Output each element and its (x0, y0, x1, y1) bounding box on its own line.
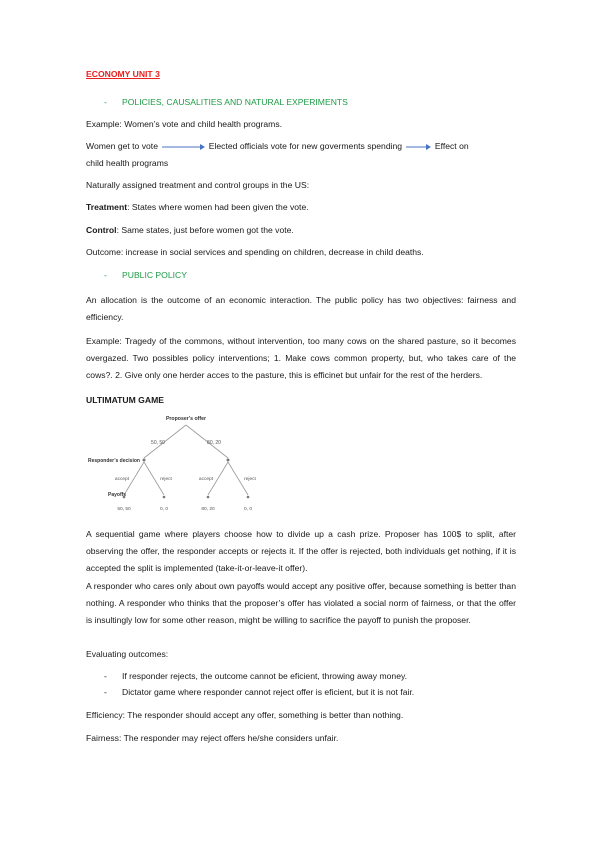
accept-label: accept (198, 477, 214, 482)
game-tree-diagram (86, 410, 276, 520)
bullet-item (104, 684, 516, 701)
efficiency-line: Efficiency: The responder should accept any offer, something is better than nothing. (86, 710, 404, 720)
arrow-right-icon (160, 143, 206, 151)
dash-bullet: - (104, 97, 107, 107)
bullet-item (104, 668, 516, 685)
reject-label: reject (160, 477, 172, 482)
chain-step-programs: child health programs (86, 158, 169, 168)
reject-label: reject (244, 477, 256, 482)
dash-bullet: - (104, 270, 107, 280)
treatment-label: Treatment (86, 202, 128, 212)
accept-label: accept (114, 477, 130, 482)
section-heading-policies (104, 94, 534, 111)
payoff-1: 50, 50 (117, 507, 131, 512)
control-text: : Same states, just before women got the vote. (116, 225, 294, 235)
responder-decision-label: Responder’s decision (88, 458, 140, 464)
chain-step-officials: Elected officials vote for new goverments spending (208, 141, 403, 151)
dash-bullet: - (104, 687, 107, 697)
ultimatum-heading: ULTIMATUM GAME (86, 395, 164, 405)
control-line (86, 222, 516, 239)
fairness-line: Fairness: The responder may reject offers he/she considers unfair. (86, 733, 339, 743)
section-heading-text: POLICIES, CAUSALITIES AND NATURAL EXPERIMENTS (122, 97, 348, 107)
responder-paragraph: A responder who cares only about own payoffs would accept any positive offer, because something is better than nothing. A responder who thinks that the proposer’s offer has violated a social norm of fairness, or that the offer is insultingly low for some other reason, might be willing to sacrifice the payoff to punish the proposer. (86, 581, 516, 625)
offer-left-label: 50, 50 (151, 440, 165, 446)
treatment-text: : States where women had been given the vote. (127, 202, 309, 212)
document-title: ECONOMY UNIT 3 (86, 69, 160, 79)
section-heading-text: PUBLIC POLICY (122, 270, 187, 280)
causal-chain (86, 138, 516, 172)
bullet-text: Dictator game where responder cannot reject offer is eficient, but it is not fair. (122, 687, 415, 697)
allocation-paragraph: An allocation is the outcome of an economic interaction. The public policy has two objectives: fairness and efficiency. (86, 295, 516, 322)
section-heading-public-policy (104, 267, 534, 284)
payoffs-label: Payoffs (108, 492, 127, 498)
payoff-4: 0, 0 (243, 507, 253, 512)
treatment-line (86, 199, 516, 216)
natural-experiment: Naturally assigned treatment and control groups in the US: (86, 180, 310, 190)
evaluating-heading: Evaluating outcomes: (86, 649, 169, 659)
payoff-3: 80, 20 (201, 507, 215, 512)
example-womens-vote: Example: Women’s vote and child health programs. (86, 119, 283, 129)
control-label: Control (86, 225, 117, 235)
sequential-paragraph: A sequential game where players choose how to divide up a cash prize. Proposer has 100$ to split, after observing the offer, the responder accepts or rejects it. If the offer is rejected, both individuals get nothing, if it is accepted the split is implemented (take-it-or-leave-it offer). (86, 529, 516, 573)
chain-step-vote: Women get to vote (86, 141, 158, 151)
arrow-right-icon (404, 143, 432, 151)
outcome-line: Outcome: increase in social services and spending on children, decrease in child deaths. (86, 247, 424, 257)
bullet-text: If responder rejects, the outcome cannot be eficient, throwing away money. (122, 671, 408, 681)
tragedy-paragraph: Example: Tragedy of the commons, without intervention, too many cows on the shared pasture, so it becomes overgazed. Two possibles policy interventions; 1. Make cows common property, but, who takes care of the cows?. 2. Give only one herder acces to the pasture, this is efficinet but unfair for the rest of the herders. (86, 336, 516, 380)
tree-root-label: Proposer’s offer (165, 416, 207, 422)
payoff-2: 0, 0 (159, 507, 169, 512)
offer-right-label: 80, 20 (207, 440, 221, 446)
chain-step-effect: Effect on (434, 141, 469, 151)
dash-bullet: - (104, 671, 107, 681)
